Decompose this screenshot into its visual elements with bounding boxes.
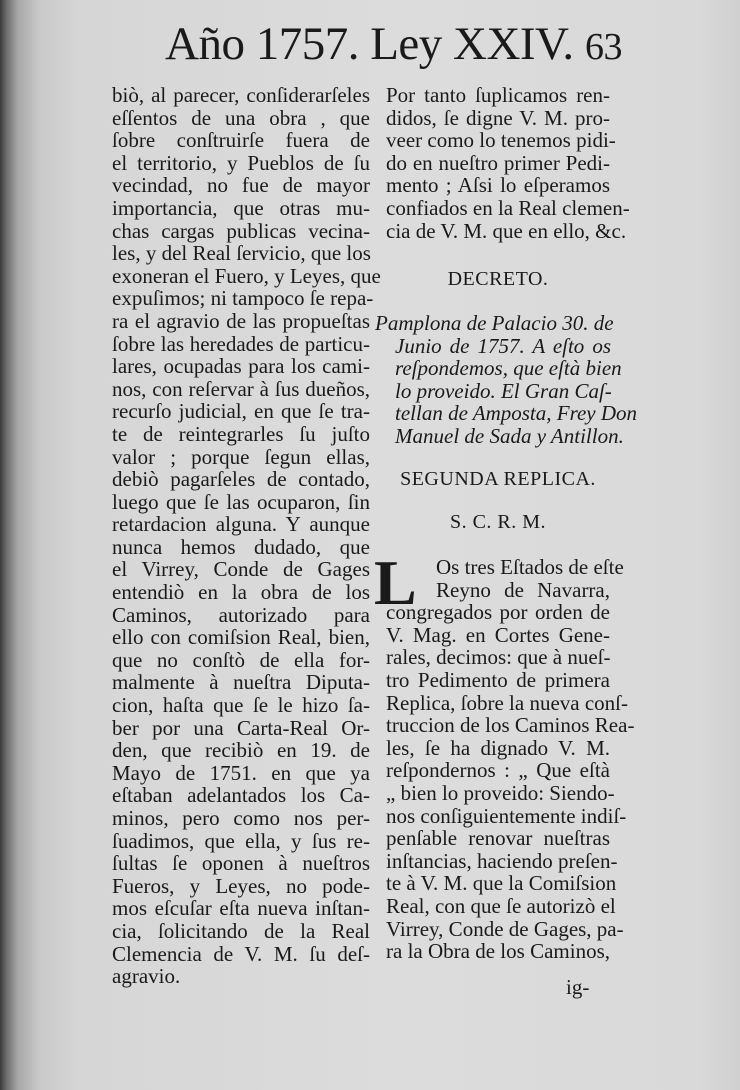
text-line: retardacion alguna. Y aunque: [112, 512, 370, 537]
text-line: les, ſe ha dignado V. M.: [386, 735, 610, 760]
page-header: [165, 14, 622, 77]
text-line: do en nueſtro primer Pedi-: [386, 150, 610, 175]
text-line: mos eſcuſar eſta nueva inſtan-: [112, 896, 370, 921]
text-line: cia, ſolicitando de la Real: [112, 918, 370, 943]
text-line: inſtancias, haciendo preſen-: [386, 848, 618, 873]
text-line: rales, decimos: que à nueſ-: [386, 645, 611, 670]
text-line: malmente à nueſtra Diputa-: [112, 670, 370, 695]
text-line: Manuel de Sada y Antillon.: [395, 423, 624, 448]
text-line: Virrey, Conde de Gages, pa-: [386, 916, 624, 941]
decree-paragraph: [375, 311, 638, 448]
text-line: tellan de Amposta, Frey Don: [395, 401, 638, 426]
text-line: den, que recibiò en 19. de: [112, 738, 370, 763]
drop-cap: L: [374, 547, 417, 618]
text-line: Real, con que ſe autorizò el: [386, 893, 616, 918]
text-line: biò, al parecer, conſiderarſeles: [112, 83, 370, 107]
text-line: nos, con reſervar à ſus dueños,: [112, 376, 370, 401]
text-line: chas cargas publicas vecina-: [112, 218, 370, 243]
text-line: reſpondemos, que eſtà bien: [395, 356, 622, 381]
text-line: ſobre las heredades de particu-: [112, 331, 370, 356]
text-line: valor ; porque ſegun ellas,: [112, 444, 370, 469]
text-line: Fueros, y Leyes, no pode-: [112, 873, 370, 898]
text-line: cion, haſta que ſe le hizo ſa-: [112, 693, 370, 718]
text-line: luego que ſe las ocuparon, ſin: [112, 489, 370, 514]
segunda-replica-heading: SEGUNDA REPLICA.: [400, 468, 596, 490]
text-line: ſultas ſe oponen à nueſtros: [112, 851, 370, 876]
text-line: reſpondernos : „ Que eſtà: [386, 758, 610, 783]
text-line: didos, ſe digne V. M. pro-: [386, 105, 610, 130]
text-line: mento ; Aſsi lo eſperamos: [386, 173, 610, 198]
text-line: ello con comiſsion Real, bien,: [112, 625, 370, 650]
text-line: el territorio, y Pueblos de ſu: [112, 150, 370, 175]
text-line: Caminos, autorizado para: [112, 602, 370, 627]
text-line: minos, pero como nos per-: [112, 806, 370, 830]
text-line: el Virrey, Conde de Gages: [112, 557, 370, 582]
text-line: lo proveido. El Gran Caſ-: [395, 378, 612, 403]
text-line: expuſimos; ni tampoco ſe repa-: [112, 286, 374, 311]
text-line: te à V. M. que la Comiſsion: [386, 871, 617, 896]
text-line: Pamplona de Palacio 30. de: [375, 311, 614, 335]
text-line: Mayo de 1751. en que ya: [112, 760, 370, 785]
text-line: nos conſiguientemente indiſ-: [386, 803, 627, 828]
text-line: les, y del Real ſervicio, que los: [112, 241, 371, 266]
text-line: confiados en la Real clemen-: [386, 195, 630, 220]
text-line: lares, ocupadas para los cami-: [112, 354, 370, 379]
replica-paragraph: [386, 555, 635, 964]
text-line: que no conſtò de ella for-: [112, 647, 370, 672]
text-line: Junio de 1757. A eſto os: [395, 333, 611, 358]
text-line: Clemencia de V. M. ſu deſ-: [112, 941, 370, 966]
text-line: exoneran el Fuero, y Leyes, que: [112, 263, 381, 288]
text-line: eſtaban adelantados los Ca-: [112, 783, 370, 808]
text-line: debiò pagarſeles de contado,: [112, 467, 370, 492]
page-number: 63: [584, 26, 622, 68]
text-line: veer como lo tenemos pidi-: [386, 128, 616, 153]
text-line: Reyno de Navarra,: [436, 577, 610, 602]
text-line: te de reintegrarles ſu juſto: [112, 421, 370, 446]
text-line: ber por una Carta-Real Or-: [112, 715, 370, 740]
text-line: ra el agravio de las propueſtas: [112, 308, 370, 333]
text-line: ra la Obra de los Caminos,: [386, 939, 610, 964]
text-line: truccion de los Caminos Rea-: [386, 713, 635, 738]
decreto-heading: DECRETO.: [447, 268, 549, 290]
petition-paragraph: [386, 83, 630, 243]
text-line: nunca hemos dudado, que: [112, 534, 370, 559]
text-line: agravio.: [112, 964, 181, 989]
text-line: Por tanto ſuplicamos ren-: [386, 83, 610, 107]
text-line: cia de V. M. que en ello, &c.: [386, 218, 627, 243]
text-line: importancia, que otras mu-: [112, 195, 370, 220]
text-line: penſable renovar nueſtras: [386, 826, 610, 851]
running-title: Año 1757. Ley XXIV.: [165, 18, 574, 70]
text-line: congregados por orden de: [386, 600, 610, 625]
text-line: „ bien lo proveido: Siendo-: [386, 780, 615, 805]
text-line: eſſentos de una obra , que: [112, 105, 370, 130]
text-line: vecindad, no fue de mayor: [112, 173, 370, 198]
text-line: entendiò en la obra de los: [112, 580, 370, 605]
text-line: Replica, ſobre la nueva conſ-: [386, 690, 628, 715]
text-line: ſuadimos, que ella, y ſus re-: [112, 828, 370, 853]
catchword: ig-: [566, 975, 590, 999]
text-line: V. Mag. en Cortes Gene-: [386, 622, 610, 647]
left-column: [112, 83, 381, 989]
text-line: recurſo judicial, en que ſe tra-: [112, 399, 370, 424]
text-line: ſobre conſtruirſe fuera de: [112, 128, 370, 153]
text-line: Os tres Eſtados de eſte: [436, 555, 624, 579]
text-line: tro Pedimento de primera: [386, 667, 610, 692]
scrm-heading: S. C. R. M.: [449, 511, 547, 533]
